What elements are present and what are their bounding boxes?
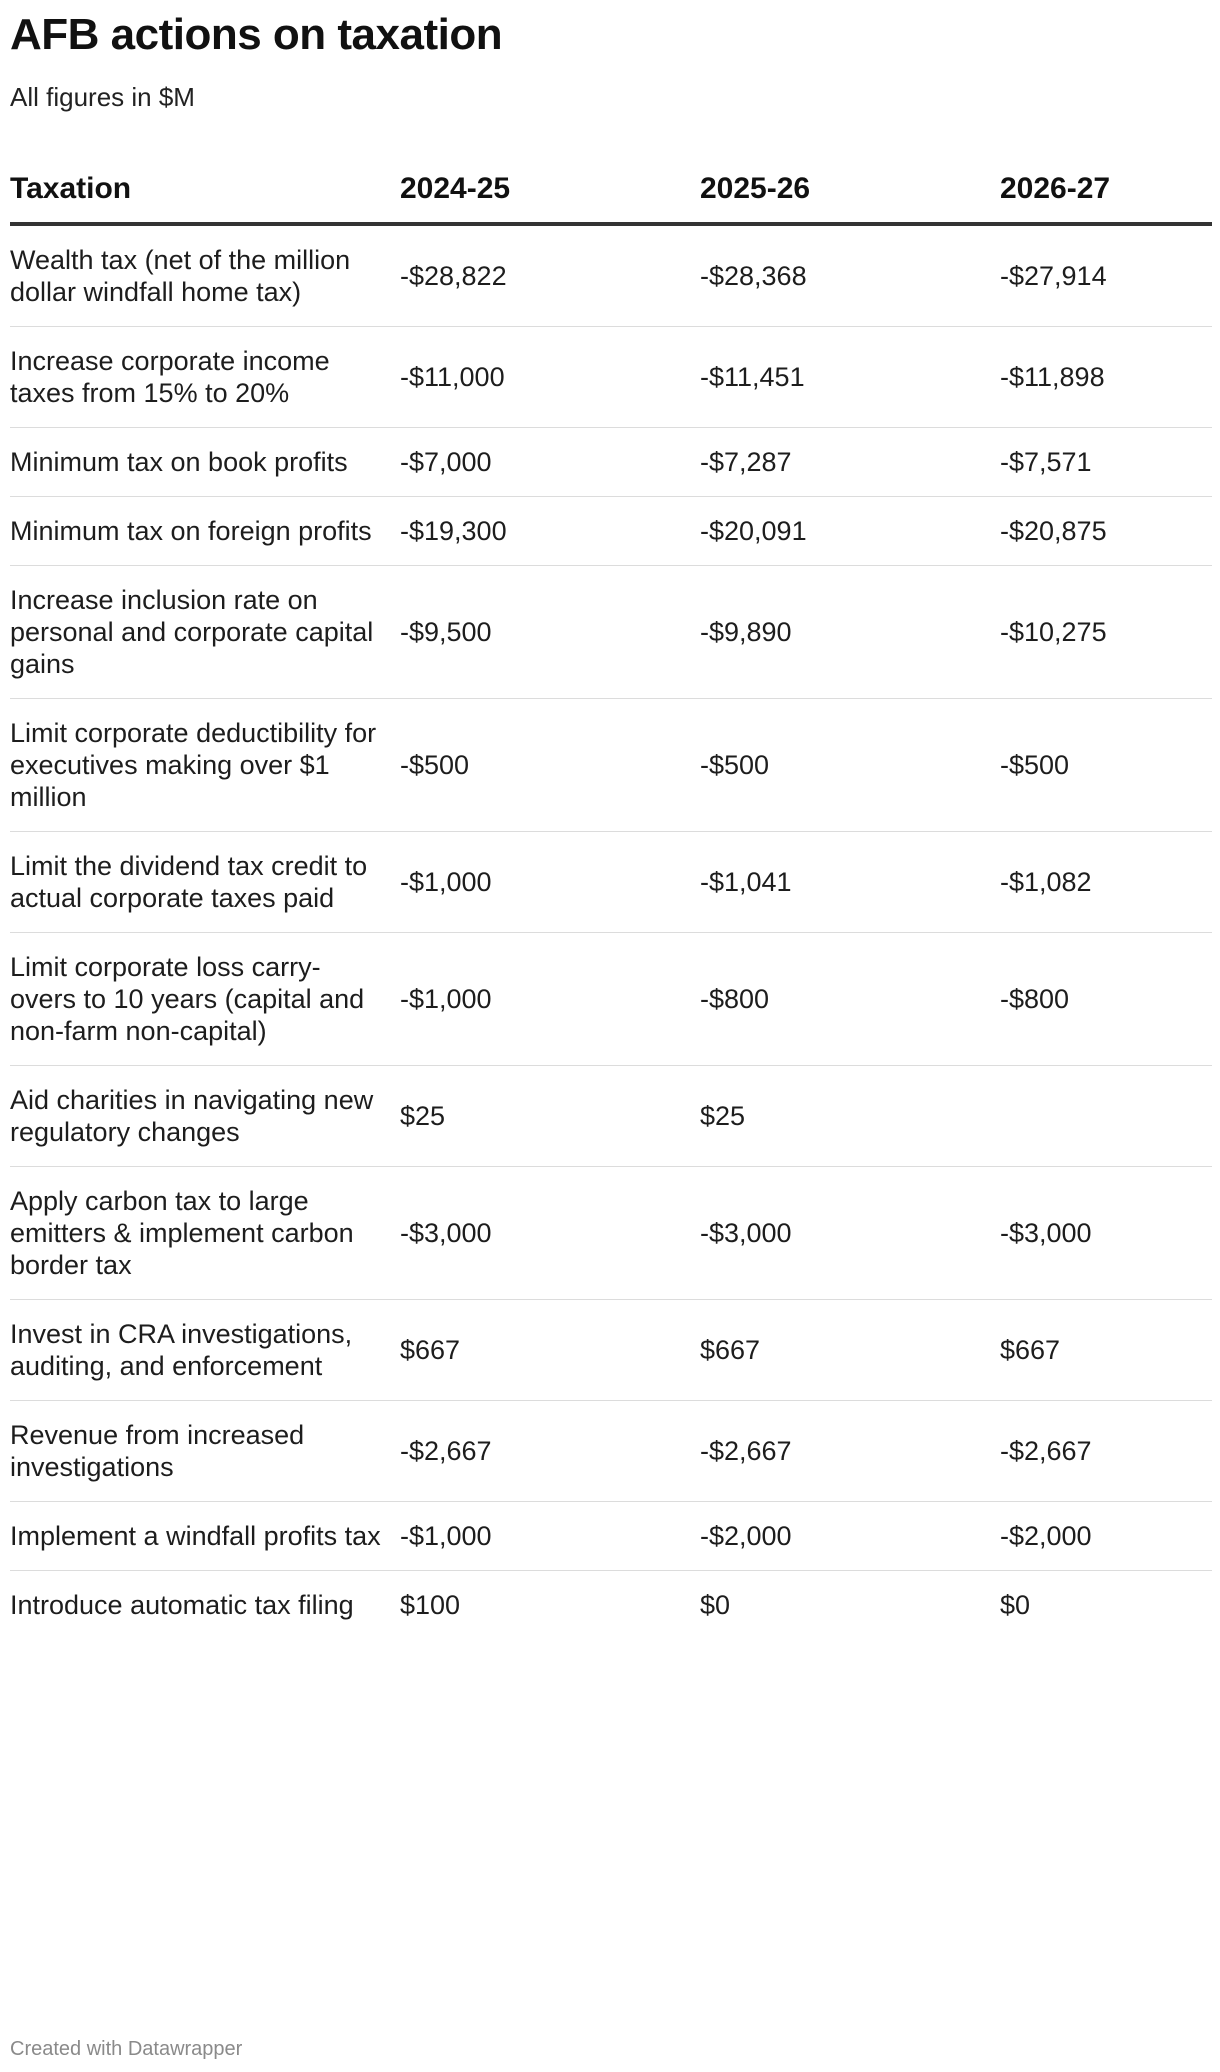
value-cell: -$7,287 — [700, 428, 1000, 497]
value-cell: -$2,667 — [700, 1401, 1000, 1502]
table-row — [10, 699, 1212, 832]
value-cell: -$7,000 — [400, 428, 700, 497]
table-row — [10, 1571, 1212, 1640]
table-row — [10, 1167, 1212, 1300]
value-cell: $0 — [700, 1590, 731, 1620]
value-cell: $25 — [700, 1066, 1000, 1167]
row-label: Increase inclusion rate on personal and corporate capital gains — [10, 566, 400, 699]
value-cell: -$3,000 — [400, 1167, 700, 1300]
value-cell: $0 — [1000, 1590, 1031, 1620]
value-cell: -$1,082 — [1000, 832, 1212, 933]
value-cell: -$500 — [1000, 699, 1212, 832]
value-cell: -$800 — [700, 933, 1000, 1066]
value-cell: -$1,041 — [700, 832, 1000, 933]
row-label: Minimum tax on book profits — [10, 428, 400, 497]
row-label: Limit corporate deductibility for executives making over $1 million — [10, 699, 400, 832]
value-cell: -$10,275 — [1000, 566, 1212, 699]
row-label: Limit corporate loss carry-overs to 10 years (capital and non-farm non-capital) — [10, 933, 400, 1066]
value-cell: -$9,500 — [400, 566, 700, 699]
table-row — [10, 566, 1212, 699]
table-row — [10, 1502, 1212, 1571]
value-cell: $667 — [700, 1300, 1000, 1401]
value-cell: -$3,000 — [1000, 1167, 1212, 1300]
taxation-table — [10, 156, 1212, 1639]
table-row — [10, 224, 1212, 327]
header-2026-27[interactable]: 2026-27 — [1000, 156, 1212, 224]
row-label: Introduce automatic tax filing — [10, 1590, 354, 1620]
value-cell: -$2,667 — [400, 1401, 700, 1502]
value-cell: -$11,000 — [400, 327, 700, 428]
value-cell: $667 — [400, 1300, 700, 1401]
value-cell: -$28,368 — [700, 224, 1000, 327]
value-cell: -$500 — [700, 699, 1000, 832]
value-cell: $100 — [400, 1590, 461, 1620]
attribution-footer: Created with Datawrapper — [10, 2038, 243, 2060]
value-cell: -$1,000 — [400, 832, 700, 933]
value-cell: -$11,898 — [1000, 327, 1212, 428]
subtitle: All figures in $M — [10, 82, 195, 112]
table-header-row — [10, 156, 1212, 224]
page-title: AFB actions on taxation — [10, 10, 503, 59]
row-label: Limit the dividend tax credit to actual corporate taxes paid — [10, 832, 400, 933]
value-cell: -$2,000 — [700, 1502, 1000, 1571]
row-label: Minimum tax on foreign profits — [10, 497, 400, 566]
value-cell: -$9,890 — [700, 566, 1000, 699]
table-row — [10, 1066, 1212, 1167]
value-cell: -$11,451 — [700, 327, 1000, 428]
value-cell: -$1,000 — [400, 933, 700, 1066]
row-label: Increase corporate income taxes from 15% to 20% — [10, 327, 400, 428]
table-row — [10, 832, 1212, 933]
header-2025-26[interactable]: 2025-26 — [700, 156, 1000, 224]
value-cell: -$28,822 — [400, 224, 700, 327]
row-label: Invest in CRA investigations, auditing, and enforcement — [10, 1300, 400, 1401]
header-taxation[interactable]: Taxation — [10, 156, 400, 224]
value-cell: -$800 — [1000, 933, 1212, 1066]
header-2024-25[interactable]: 2024-25 — [400, 156, 700, 224]
value-cell: -$1,000 — [400, 1502, 700, 1571]
value-cell: -$27,914 — [1000, 224, 1212, 327]
table-row — [10, 327, 1212, 428]
value-cell: -$20,875 — [1000, 497, 1212, 566]
table-row — [10, 428, 1212, 497]
value-cell: -$3,000 — [700, 1167, 1000, 1300]
value-cell — [1000, 1066, 1212, 1167]
value-cell: $25 — [400, 1066, 700, 1167]
value-cell: -$19,300 — [400, 497, 700, 566]
table-row — [10, 1401, 1212, 1502]
row-label: Wealth tax (net of the million dollar windfall home tax) — [10, 224, 400, 327]
value-cell: $667 — [1000, 1300, 1212, 1401]
value-cell: -$7,571 — [1000, 428, 1212, 497]
row-label: Apply carbon tax to large emitters & implement carbon border tax — [10, 1167, 400, 1300]
value-cell: -$2,000 — [1000, 1502, 1212, 1571]
value-cell: -$500 — [400, 699, 700, 832]
table-row — [10, 933, 1212, 1066]
table-row — [10, 497, 1212, 566]
row-label: Revenue from increased investigations — [10, 1401, 400, 1502]
table-row — [10, 1300, 1212, 1401]
value-cell: -$2,667 — [1000, 1401, 1212, 1502]
row-label: Aid charities in navigating new regulatory changes — [10, 1066, 400, 1167]
value-cell: -$20,091 — [700, 497, 1000, 566]
row-label: Implement a windfall profits tax — [10, 1502, 400, 1571]
